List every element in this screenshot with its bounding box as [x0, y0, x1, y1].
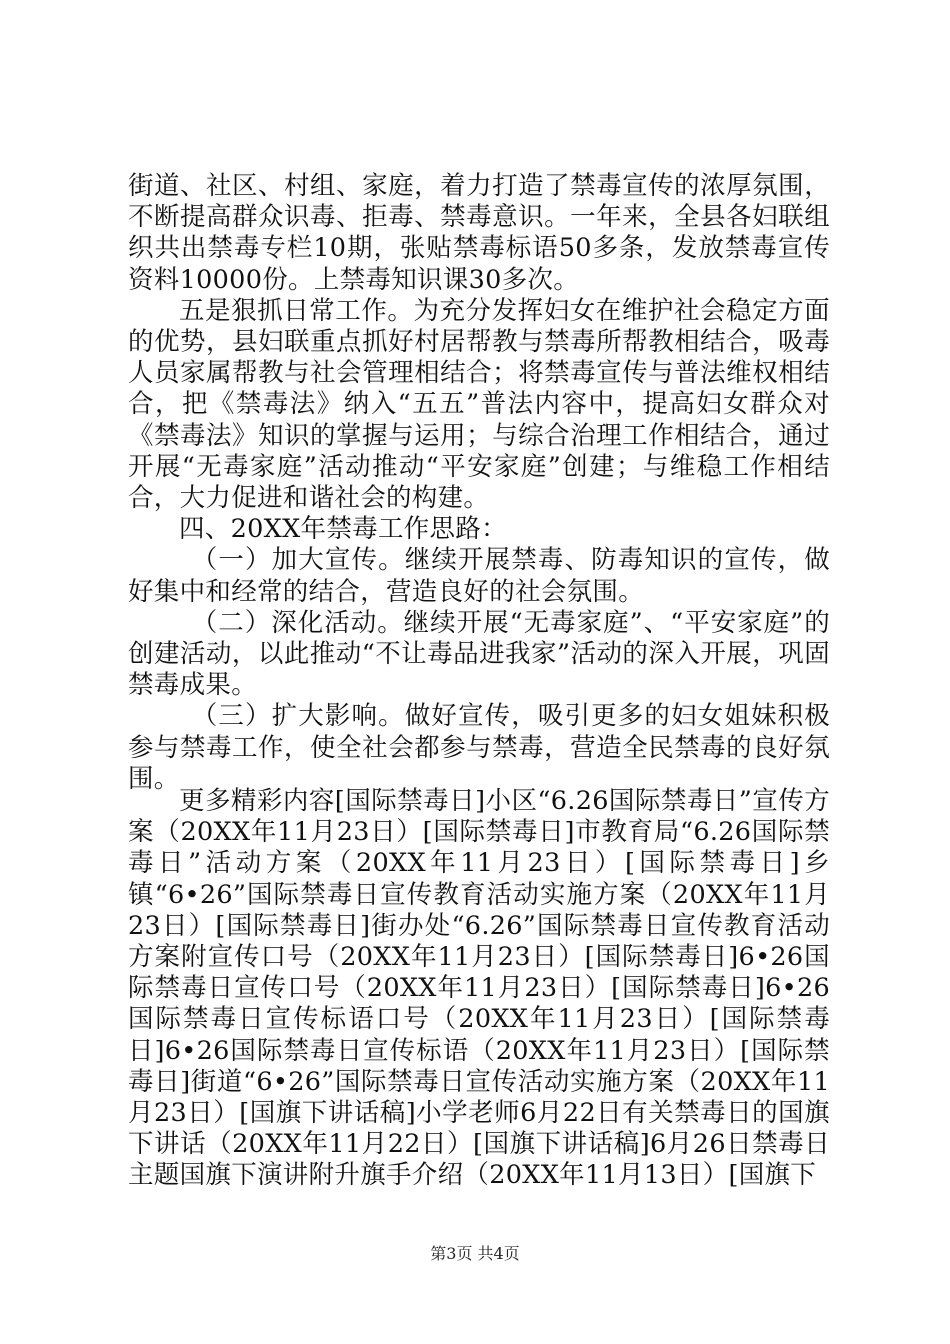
page-number-label: 第3页 共4页 [430, 1244, 520, 1263]
plan-item-1: （一）加大宣传。继续开展禁毒、防毒知识的宣传，做好集中和经常的结合，营造良好的社会氛围。 [128, 545, 830, 607]
related-content [128, 786, 830, 1192]
plan-item-2: （二）深化活动。继续开展“无毒家庭”、“平安家庭”的创建活动，以此推动“不让毒品进我家”活动的深入开展，巩固禁毒成果。 [128, 607, 830, 701]
related-content-list: 更多精彩内容[国际禁毒日]小区“6.26国际禁毒日”宣传方案（20XX年11月23日）[国际禁毒日]市教育局“6.26国际禁毒日”活动方案（20XX年11月23日）[国际禁毒日]乡镇“6•26”国际禁毒日宣传教育活动实施方案（20XX年11月23日）[国际禁毒日]街办处“6.26”国际禁毒日宣传教育活动方案附宣传口号（20XX年11月23日）[国际禁毒日]6•26国际禁毒日宣传口号（20XX年11月23日）[国际禁毒日]6•26国际禁毒日宣传标语口号（20XX年11月23日）[国际禁毒日]6•26国际禁毒日宣传标语（20XX年11月23日）[国际禁毒日]街道“6•26”国际禁毒日宣传活动实施方案（20XX年11月23日）[国旗下讲话稿]小学老师6月22日有关禁毒日的国旗下讲话（20XX年11月22日）[国旗下讲话稿]6月26日禁毒日主题国旗下演讲附升旗手介绍（20XX年11月13日）[国旗下 [128, 786, 830, 1191]
paragraph-continuation: 街道、社区、村组、家庭，着力打造了禁毒宣传的浓厚氛围，不断提高群众识毒、拒毒、禁毒意识。一年来，全县各妇联组织共出禁毒专栏10期，张贴禁毒标语50多条，发放禁毒宣传资料10000份。上禁毒知识课30多次。 [128, 171, 830, 295]
paragraph-daily-work: 五是狠抓日常工作。为充分发挥妇女在维护社会稳定方面的优势，县妇联重点抓好村居帮教与禁毒所帮教相结合，吸毒人员家属帮教与社会管理相结合；将禁毒宣传与普法维权相结合，把《禁毒法》纳入“五五”普法内容中，提高妇女群众对《禁毒法》知识的掌握与运用；与综合治理工作相结合，通过开展“无毒家庭”活动推动“平安家庭”创建；与维稳工作相结合，大力促进和谐社会的构建。 [128, 295, 830, 514]
section-heading-plan: 四、20XX年禁毒工作思路： [179, 514, 507, 545]
plan-item-3: （三）扩大影响。做好宣传，吸引更多的妇女姐妹积极参与禁毒工作，使全社会都参与禁毒，营造全民禁毒的良好氛围。 [128, 701, 830, 794]
document-body [128, 171, 830, 795]
page-footer [0, 1244, 950, 1264]
